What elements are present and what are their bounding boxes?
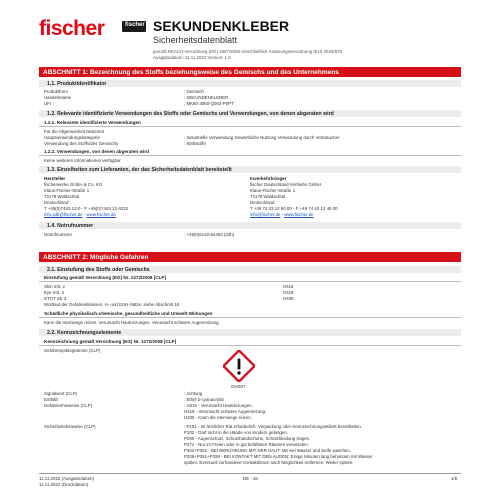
distributor-label: Inverkehrbringer [250, 176, 287, 181]
hazard-statement: : H315 - Verursacht Hautreizungen. [184, 403, 253, 408]
row-value: : Industrielle Verwendung Gewerbliche Nutzung Verwendung durch Verbraucher [184, 135, 340, 140]
manufacturer-line: Deutschland [44, 200, 69, 205]
fischer-badge-logo: fischer [122, 21, 146, 32]
footer-language: DE - de [243, 476, 258, 481]
distributor-web-link[interactable]: www.fischer.de [284, 212, 314, 217]
pictograms-label: Gefahrenpiktogramme (CLP) [44, 348, 101, 353]
document-title: SEKUNDENKLEBER [153, 18, 290, 34]
precaution-statement: P302+P352 - BEI BERÜHRUNG MIT DER HAUT: Mit viel Wasser und Seife waschen. [184, 448, 352, 453]
contains-value: : Ethyl-2-cyanacrylat [184, 397, 224, 402]
emergency-label: Notrufnummer [44, 232, 73, 237]
row-label: UFI [44, 101, 52, 106]
precaution-statement: P271 - Nur im Freien oder in gut belüfteten Räumen verwenden. [184, 442, 309, 447]
distributor-email-link[interactable]: info@fischer.de [250, 212, 281, 217]
regulation-line: gemäß REACH-Verordnung (EG) 1907/2006 einschließlich Änderungsverordnung (EU) 2020/878 [153, 49, 342, 54]
subsection-1-2: 1.2. Relevante identifizierte Verwendungen des Stoffs oder Gemischs und Verwendungen, von denen abgeraten wird [39, 110, 461, 117]
label-title: Kennzeichnung gemäß Verordnung (EG) Nr. 1272/2008 [CLP] [44, 339, 177, 344]
precaution-statement: : P101 - Ist ärztlicher Rat erforderlich, Verpackung oder Kennzeichnungsetikett bereithalten. [184, 424, 362, 429]
subsection-1-1: 1.1. Produktidentifikator [39, 80, 461, 87]
row-label: Handelsname [44, 95, 72, 100]
manufacturer-line: T +49(0)7443 12-0 - F +49(0)7443 12-4222 [44, 206, 129, 211]
precaution-statement: P102 - Darf nicht in die Hände von Kindern gelangen. [184, 430, 288, 435]
manufacturer-line: fischerwerke GmbH & Co. KG [44, 182, 103, 187]
distributor-line: T +49 74 43 12 60 00 - F +49 74 43 12 45 00 [250, 206, 338, 211]
subsection-2-1: 2.1. Einstufung des Stoffs oder Gemischs [39, 266, 461, 273]
manufacturer-line: Klaus-Fischer-Straße 1 [44, 188, 90, 193]
clp-classification-title: Einstufung gemäß Verordnung (EG) Nr. 1272/2008 [CLP] [44, 275, 167, 280]
distributor-line: Deutschland [250, 200, 275, 205]
subsection-1-4: 1.4. Notrufnummer [39, 222, 461, 229]
use-general: Für die Allgemeinheit bestimmt [44, 129, 105, 134]
footer-issue-date: 11.11.2022 (Ausgabedatum) [39, 476, 95, 481]
distributor-contact: info@fischer.de - www.fischer.de [250, 212, 314, 217]
precaution-statement: P305+P351+P338 - BEI KONTAKT MIT DEN AUGEN: Einige Minuten lang behutsam mit Wasser [184, 454, 373, 459]
hazard-class: Eye Irrit. 2 [44, 290, 65, 295]
subsection-1-2-1: 1.2.1. Relevante identifizierte Verwendungen [44, 120, 141, 125]
distributor-line: fischer Deutschland Vertriebs GmbH [250, 182, 322, 187]
section-1-header: ABSCHNITT 1: Bezeichnung des Stoffs beziehungsweise des Gemischs und des Unternehmens [39, 67, 461, 77]
row-label: Verwendung des Stoffs/des Gemischs [44, 141, 119, 146]
manufacturer-web-link[interactable]: www.fischer.de [86, 212, 116, 217]
effects-text: Kann die Atemwege reizen. Verursacht Hautreizungen. Verursacht schwere Augenreizung. [44, 320, 220, 325]
manufacturer-contact: info.sdb@fischer.de - www.fischer.de [44, 212, 116, 217]
row-label: Gefahrenhinweise (CLP) [44, 403, 93, 408]
no-info-text: Keine weiteren Informationen verfügbar [44, 158, 121, 163]
row-label: Enthält [44, 397, 58, 402]
distributor-line: Klaus-Fischer-Straße 1 [250, 188, 296, 193]
row-label: Produktform [44, 89, 68, 94]
manufacturer-label: Hersteller [44, 176, 66, 181]
row-label: Signalwort (CLP) [44, 391, 78, 396]
subsection-2-2: 2.2. Kennzeichnungselemente [39, 329, 461, 336]
row-label: Hauptverwendungskategorie [44, 135, 100, 140]
hazard-statement: H335 - Kann die Atemwege reizen. [184, 415, 252, 420]
hazard-class: Skin Irrit. 2 [44, 284, 65, 289]
manufacturer-line: 72178 Waldachtal [44, 194, 79, 199]
row-value: : SEKUNDENKLEBER [184, 95, 229, 100]
ghs-code: GHS07 [231, 384, 246, 389]
hazard-code: H315 [283, 284, 294, 289]
precaution-statement: spülen. Eventuell vorhandene Kontaktlinsen nach Möglichkeit entfernen. Weiter spülen. [184, 460, 354, 465]
distributor-line: 72178 Waldachtal [250, 194, 285, 199]
row-value: : Klebstoffe [184, 141, 206, 146]
effects-title: Schädliche physikalisch-chemische, gesundheitliche und Umwelt-Wirkungen [44, 311, 213, 316]
subsection-1-3: 1.3. Einzelheiten zum Lieferanten, der das Sicherheitsdatenblatt bereitstellt [39, 166, 461, 173]
precaution-statement: P280 - Augenschutz, Schutzhandschuhe, Schutzkleidung tragen. [184, 436, 311, 441]
hazard-code: H319 [283, 290, 294, 295]
issue-date-line: Ausgabedatum: 11.11.2022 Version: 1.0 [153, 55, 231, 60]
hazard-code: H335 [283, 296, 294, 301]
emergency-number: : +49(0)6132-84463 (24h) [184, 232, 235, 237]
manufacturer-email-link[interactable]: info.sdb@fischer.de [44, 212, 83, 217]
footer-print-date: 11.11.2022 (Druckdatum) [39, 482, 89, 487]
hazard-class: STOT SE 3 [44, 296, 67, 301]
footer-page-number: 1/9 [451, 476, 458, 481]
row-label: Sicherheitshinweise (CLP) [44, 424, 96, 429]
row-value: : MK80-3050-Q003-P0PT [184, 101, 234, 106]
document-subtitle: Sicherheitsdatenblatt [153, 35, 238, 45]
row-value: : Gemisch [184, 89, 204, 94]
subsection-1-2-2: 1.2.2. Verwendungen, von denen abgeraten wird [44, 149, 149, 154]
hazard-statement: H319 - Verursacht schwere Augenreizung. [184, 409, 267, 414]
section-2-header: ABSCHNITT 2: Mögliche Gefahren [39, 252, 461, 262]
signal-word: : Achtung [184, 391, 203, 396]
ghs07-exclamation-icon [223, 350, 255, 382]
fischer-logo: fischer [39, 17, 105, 40]
wording-reference: Wortlaut der Gefahrenklassen, H- und EUH-Sätze: siehe Abschnitt 16 [44, 302, 180, 307]
